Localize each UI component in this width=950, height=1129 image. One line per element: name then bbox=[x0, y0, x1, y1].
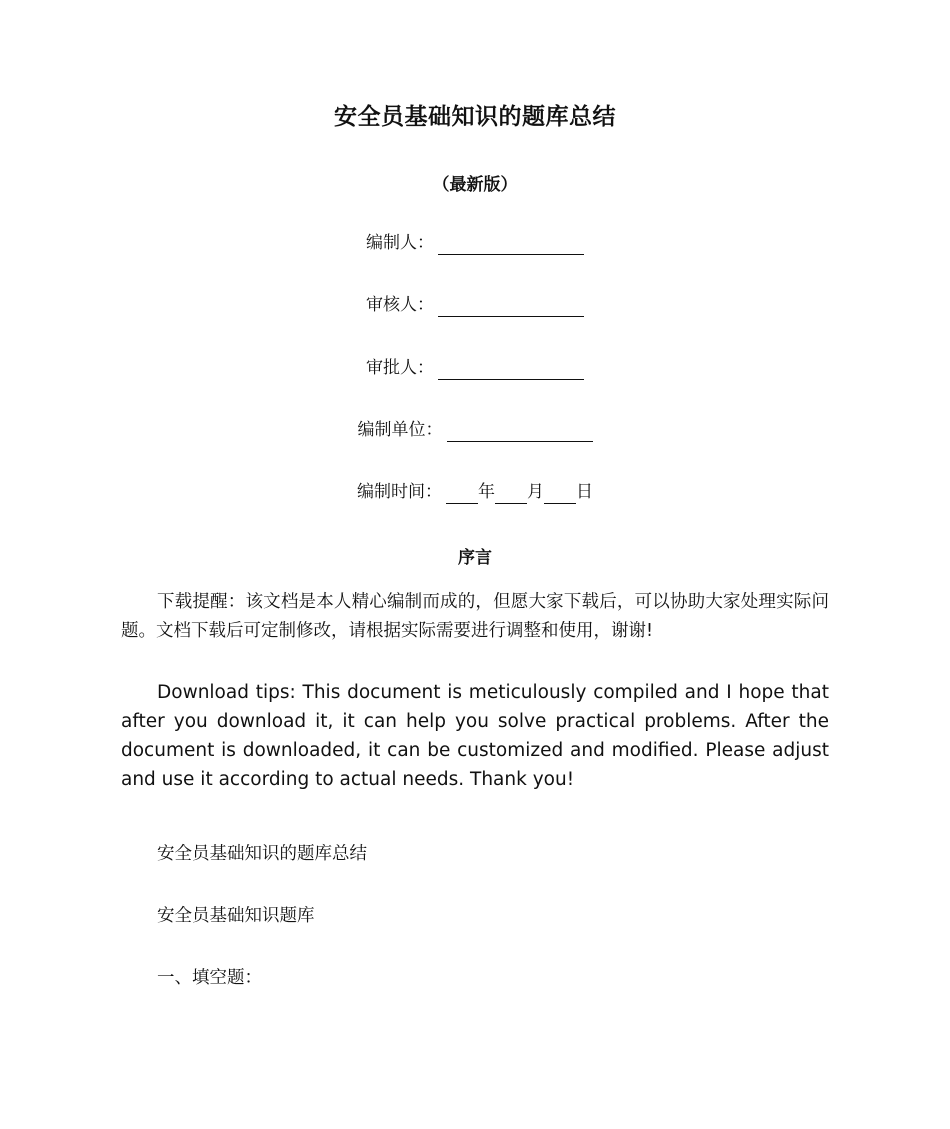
unit-blank[interactable] bbox=[447, 423, 593, 442]
unit-label: 编制单位： bbox=[357, 420, 443, 440]
year-blank[interactable] bbox=[446, 485, 478, 504]
compiler-blank[interactable] bbox=[438, 236, 584, 255]
download-tips-english: Download tips: This document is meticulously compiled and I hope that after you download it, it can help you solve practical problems. After the document is downloaded, it can be customized and modified. Please adjust and use it according to actual needs. Thank you! bbox=[121, 682, 829, 790]
question-bank-title: 安全员基础知识题库 bbox=[157, 906, 315, 926]
download-tips-chinese: 下载提醒：该文档是本人精心编制而成的，但愿大家下载后，可以协助大家处理实际问题。文档下载后可定制修改，请根据实际需要进行调整和使用，谢谢! bbox=[121, 592, 829, 641]
body-title: 安全员基础知识的题库总结 bbox=[157, 844, 367, 864]
document-subtitle: （最新版） bbox=[432, 175, 518, 195]
unit-field bbox=[0, 418, 950, 442]
preface-heading: 序言 bbox=[458, 548, 492, 568]
compiler-field bbox=[0, 231, 950, 255]
document-title: 安全员基础知识的题库总结 bbox=[334, 104, 616, 130]
month-blank[interactable] bbox=[495, 485, 527, 504]
approver-blank[interactable] bbox=[438, 361, 584, 380]
year-label: 年 bbox=[478, 482, 495, 502]
time-field bbox=[0, 480, 950, 504]
time-label: 编制时间： bbox=[357, 482, 442, 502]
reviewer-label: 审核人： bbox=[366, 295, 434, 315]
reviewer-blank[interactable] bbox=[438, 298, 584, 317]
reviewer-field bbox=[0, 293, 950, 317]
month-label: 月 bbox=[527, 482, 544, 502]
day-label: 日 bbox=[576, 482, 593, 502]
approver-label: 审批人： bbox=[366, 358, 434, 378]
day-blank[interactable] bbox=[544, 485, 576, 504]
compiler-label: 编制人： bbox=[366, 233, 434, 253]
section-heading-fill-in: 一、填空题： bbox=[157, 968, 262, 988]
approver-field bbox=[0, 356, 950, 380]
